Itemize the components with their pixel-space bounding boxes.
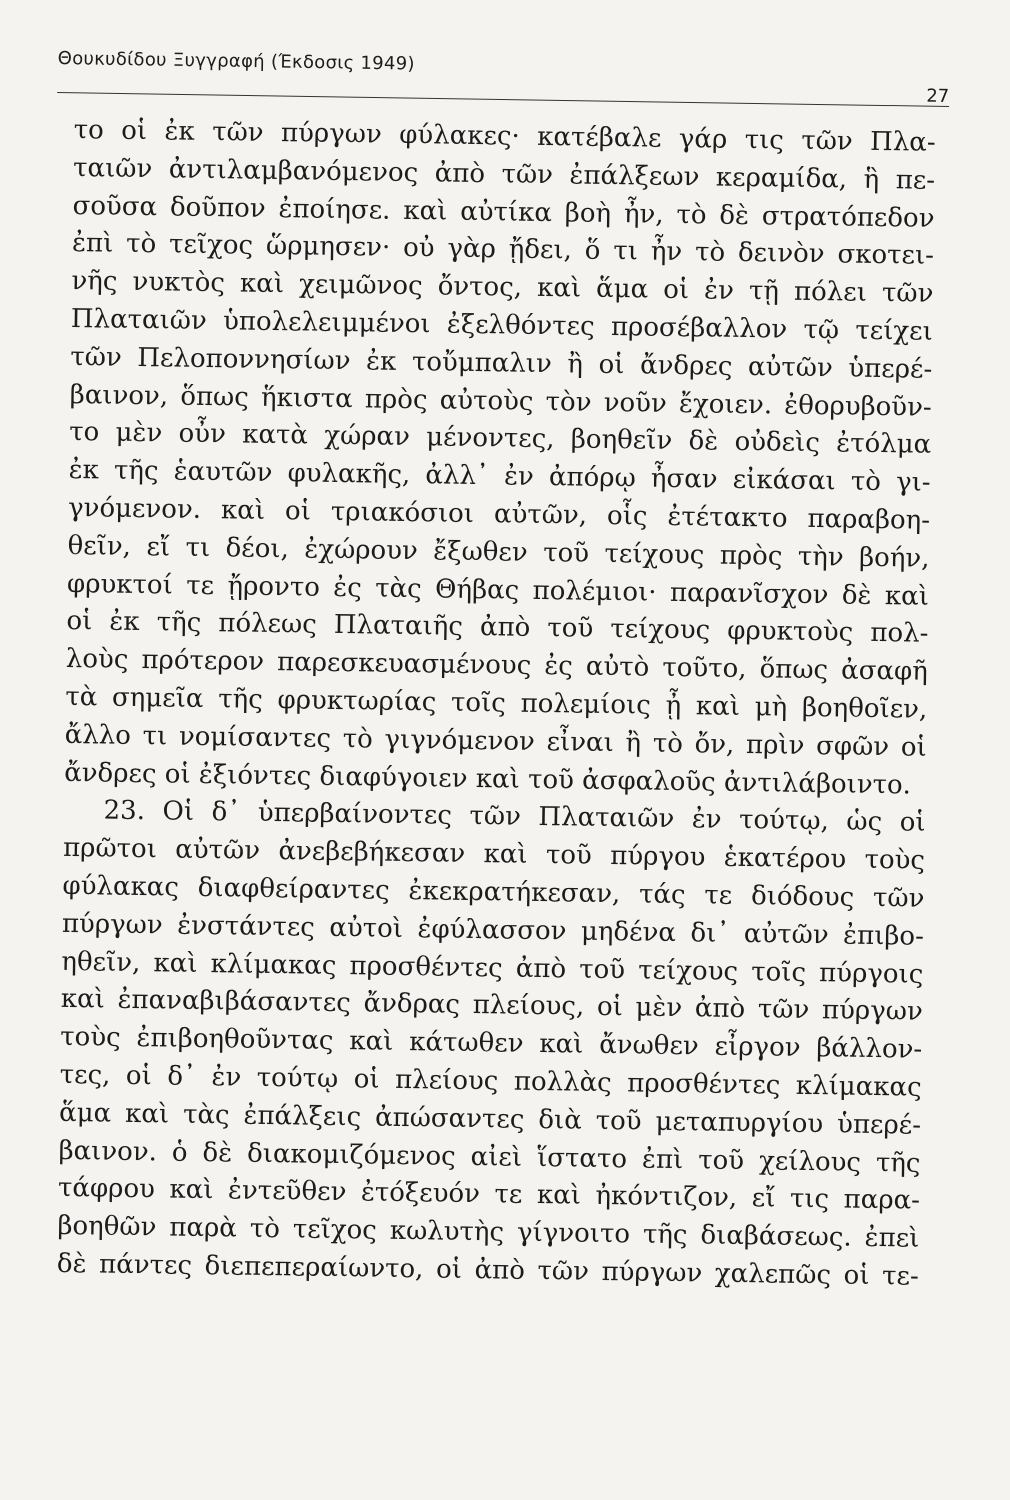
text-line: φρυκτοί τε ᾔροντο ἐς τὰς Θήβας πολέμιοι· παρανῖσχον δὲ καὶ xyxy=(66,568,930,612)
page-number: 27 xyxy=(926,85,950,108)
text-line: Πλαταιῶν ὑπολελειμμένοι ἐξελθόντες προσέβαλλον τῷ τείχει xyxy=(70,303,934,347)
text-line: τες, οἱ δ᾽ ἐν τούτῳ οἱ πλείους πολλὰς προσθέντες κλίμακας xyxy=(59,1059,922,1103)
text-line-section-start: 23. Οἱ δ᾽ ὑπερβαίνοντες τῶν Πλαταιῶν ἐν τούτῳ, ὡς οἱ xyxy=(103,795,926,839)
text-line: λοὺς πρότερον παρεσκευασμένους ἐς αὐτὸ τοῦτο, ὅπως ἀσαφῆ xyxy=(65,644,929,687)
text-line: τὰ σημεῖα τῆς φρυκτωρίας τοῖς πολεμίοις ᾖ καὶ μὴ βοηθοῖεν, xyxy=(65,681,928,725)
text-line: το οἱ ἐκ τῶν πύργων φύλακες· κατέβαλε γάρ τις τῶν Πλα- xyxy=(73,114,936,158)
text-line: γνόμενον. καὶ οἱ τριακόσιοι αὐτῶν, οἷς ἐτέτακτο παραβοη- xyxy=(67,492,931,536)
text-line: ηθεῖν, καὶ κλίμακας προσθέντες ἀπὸ τοῦ τείχους τοῖς πύργοις xyxy=(61,946,924,990)
text-line: ἄλλο τι νομίσαντες τὸ γιγνόμενον εἶναι ἢ τὸ ὄν, πρὶν σφῶν οἱ xyxy=(64,719,927,763)
page-header xyxy=(57,40,950,118)
text-line: οἱ ἐκ τῆς πόλεως Πλαταιῆς ἀπὸ τοῦ τείχους φρυκτοὺς πολ- xyxy=(66,606,929,650)
text-line: βοηθῶν παρὰ τὸ τεῖχος κωλυτὴς γίγνοιτο τῆς διαβάσεως. ἐπεὶ xyxy=(57,1210,920,1254)
text-line: νῆς νυκτὸς καὶ χειμῶνος ὄντος, καὶ ἅμα οἱ ἐν τῇ πόλει τῶν xyxy=(71,266,934,309)
text-line: τῶν Πελοποννησίων ἐκ τοὔμπαλιν ἢ οἱ ἄνδρες αὐτῶν ὑπερέ- xyxy=(70,341,933,385)
text-line: φύλακας διαφθείραντες ἐκεκρατήκεσαν, τάς τε διόδους τῶν xyxy=(62,870,925,914)
text-line: θεῖν, εἴ τι δέοι, ἐχώρουν ἔξωθεν τοῦ τείχους πρὸς τὴν βοήν, xyxy=(67,530,930,574)
text-line: ταιῶν ἀντιλαμβανόμενος ἀπὸ τῶν ἐπάλξεων κεραμίδα, ἣ πε- xyxy=(72,152,936,196)
text-line: ἄνδρες οἱ ἐξιόντες διαφύγοιεν καὶ τοῦ ἀσφαλοῦς ἀντιλάβοιντο. xyxy=(63,757,912,801)
text-line: τάφρου καὶ ἐντεῦθεν ἐτόξευόν τε καὶ ἠκόντιζον, εἴ τις παρα- xyxy=(57,1173,921,1216)
text-line: δὲ πάντες διεπεπεραίωντο, οἱ ἀπὸ τῶν πύργων χαλεπῶς οἱ τε- xyxy=(56,1248,920,1292)
text-line: βαινον, ὅπως ἥκιστα πρὸς αὐτοὺς τὸν νοῦν ἔχοιεν. ἐθορυβοῦν- xyxy=(69,379,932,423)
running-head: Θουκυδίδου Ξυγγραφή (Έκδοσις 1949) xyxy=(57,47,416,75)
text-line: ἅμα καὶ τὰς ἐπάλξεις ἀπώσαντες διὰ τοῦ μεταπυργίου ὑπερέ- xyxy=(58,1097,922,1141)
text-line: τοὺς ἐπιβοηθοῦντας καὶ κάτωθεν καὶ ἄνωθεν εἶργον βάλλον- xyxy=(60,1022,923,1065)
text-line: πρῶτοι αὐτῶν ἀνεβεβήκεσαν καὶ τοῦ πύργου ἑκατέρου τοὺς xyxy=(62,833,926,876)
body-text xyxy=(57,112,936,1296)
text-line: ἐκ τῆς ἑαυτῶν φυλακῆς, ἀλλ᾽ ἐν ἀπόρῳ ἦσαν εἰκάσαι τὸ γι- xyxy=(68,455,931,498)
text-line: το μὲν οὖν κατὰ χώραν μένοντες, βοηθεῖν δὲ οὐδεὶς ἐτόλμα xyxy=(69,417,932,461)
text-line: ἐπὶ τὸ τεῖχος ὥρμησεν· οὐ γὰρ ᾔδει, ὅ τι ἦν τὸ δεινὸν σκοτει- xyxy=(71,228,935,272)
text-line: σοῦσα δοῦπον ἐποίησε. καὶ αὐτίκα βοὴ ἦν, τὸ δὲ στρατόπεδον xyxy=(72,190,935,234)
text-line: πύργων ἐνστάντες αὐτοὶ ἐφύλασσον μηδένα δι᾽ αὐτῶν ἐπιβο- xyxy=(61,908,925,952)
text-line: καὶ ἐπαναβιβάσαντες ἄνδρας πλείους, οἱ μὲν ἀπὸ τῶν πύργων xyxy=(60,984,923,1028)
header-rule xyxy=(57,92,949,107)
text-line: βαινον. ὁ δὲ διακομιζόμενος αἰεὶ ἵστατο ἐπὶ τοῦ χείλους τῆς xyxy=(58,1135,921,1179)
